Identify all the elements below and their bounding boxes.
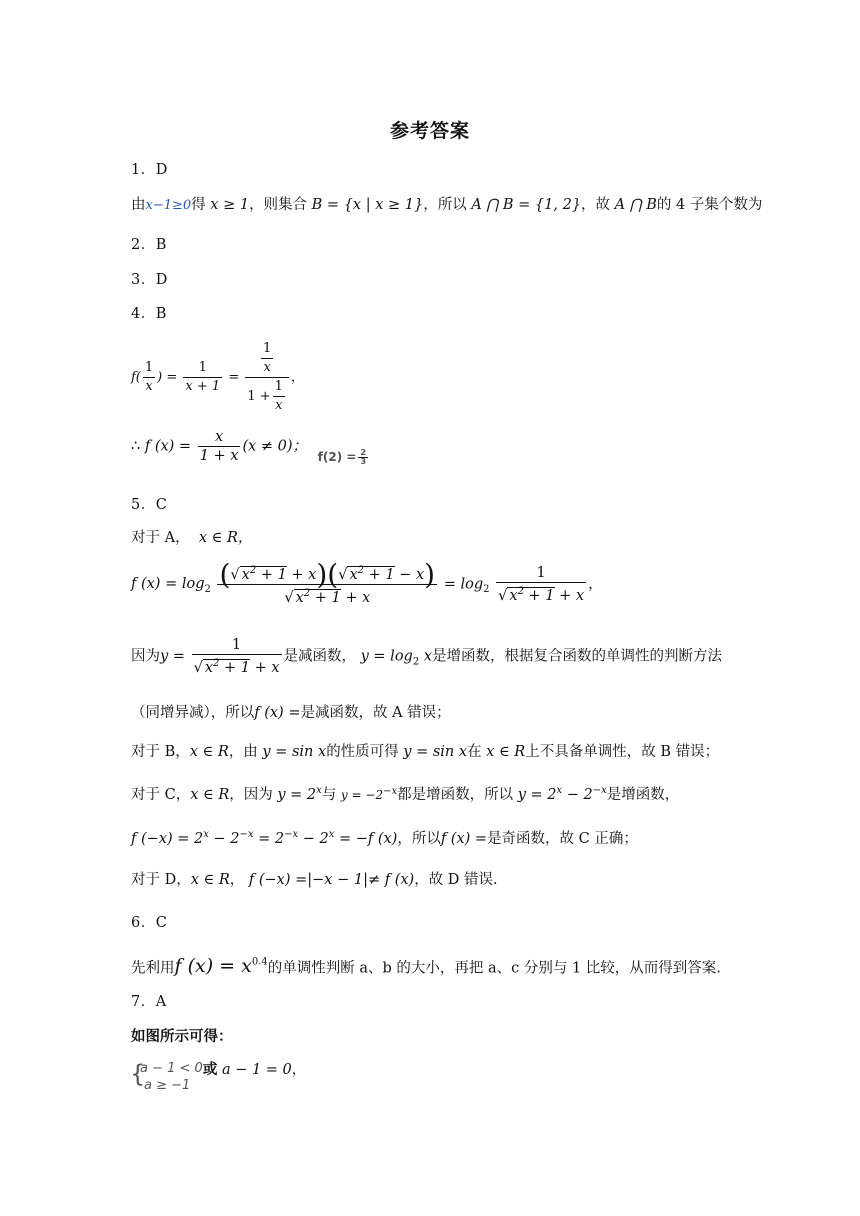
q5-log-formula: f $(x) = \log_2$ $\frac{(√ x^2 + 1 + x)(√ x^2 + 1 - x)}{√ x^2 + 1 + x}$ = $\log_2$ $\frac{1}{√ x^2 + 1 + x}$ ， [131, 557, 603, 606]
q5-for-b: 对于 B，x ∈ R，由 y = sin x的性质可得 y = sin x在 x ∈ R上不具备单调性，故 B 错误； [131, 744, 720, 760]
q4-formula-1: f( $\frac{1}{x}$ ) = $\frac{1}{x + 1}$ = $\frac{1}{x}$ 1 + $\frac{1}{x}$ ， [131, 341, 304, 413]
q7-system: { a − 1 < 0 a ≥ −1 或 a − 1 = 0， [130, 1060, 307, 1093]
page-title: 参考答案 [389, 120, 470, 142]
q6-explanation: 先利用f $(x) = x^{0.4}$的单调性判断 a、b 的大小，再把 a、c 分别与 1 比较，从而得到答案. [131, 955, 721, 978]
q5-because: 因为y = $\frac{1}{√ x^2 + 1 + x}$ 是减函数， $y = \log_2 x$是增函数，根据复合函数的单调性的判断方法 [131, 637, 723, 676]
q7-system-image: { a − 1 < 0 a ≥ −1 [130, 1060, 203, 1093]
q2-answer: 2．B [131, 237, 167, 253]
q5-odd-function: f $(-x) = 2^x - 2^{-x} = 2^{-x} - 2^x = -f$ (x)，所以f (x) =是奇函数，故 C 正确； [131, 829, 638, 847]
f2-image-formula: f(2) = 2 3 [317, 447, 367, 466]
q1-explanation: 由x−1≥0得 x ≥ 1，则集合 B = {x | x ≥ 1}，所以 A ⋂ B = {1, 2}，故 A ⋂ B的 4 子集个数为 [131, 197, 763, 213]
q4-formula-2: ∴ f (x) = $\frac{x}{1 + x}$ (x ≠ 0)； $_{f(2) = \frac{2}{3}}$ [131, 428, 370, 465]
q7-as-shown: 如图所示可得： [131, 1028, 233, 1045]
q3-answer: 3．D [131, 272, 168, 288]
q5-for-c: 对于 C，x ∈ R，因为 $y = 2^x$与 $y = -2^{-x}$都是增函数，所以 $y = 2^x - 2^{-x}$是增函数， [131, 785, 680, 803]
q5-for-a: 对于 A， x ∈ R， [131, 530, 253, 546]
q5-rule: （同增异减），所以f (x) =是减函数，故 A 错误； [131, 705, 451, 721]
q5-for-d: 对于 D，x ∈ R， f (−x) =|−x − 1|≠ f (x)，故 D 错误. [131, 872, 498, 888]
q5-answer: 5．C [131, 497, 168, 513]
q4-answer: 4．B [131, 306, 167, 322]
q7-answer: 7．A [131, 994, 167, 1010]
q1-answer: 1．D [131, 162, 168, 178]
q6-answer: 6．C [131, 915, 168, 931]
